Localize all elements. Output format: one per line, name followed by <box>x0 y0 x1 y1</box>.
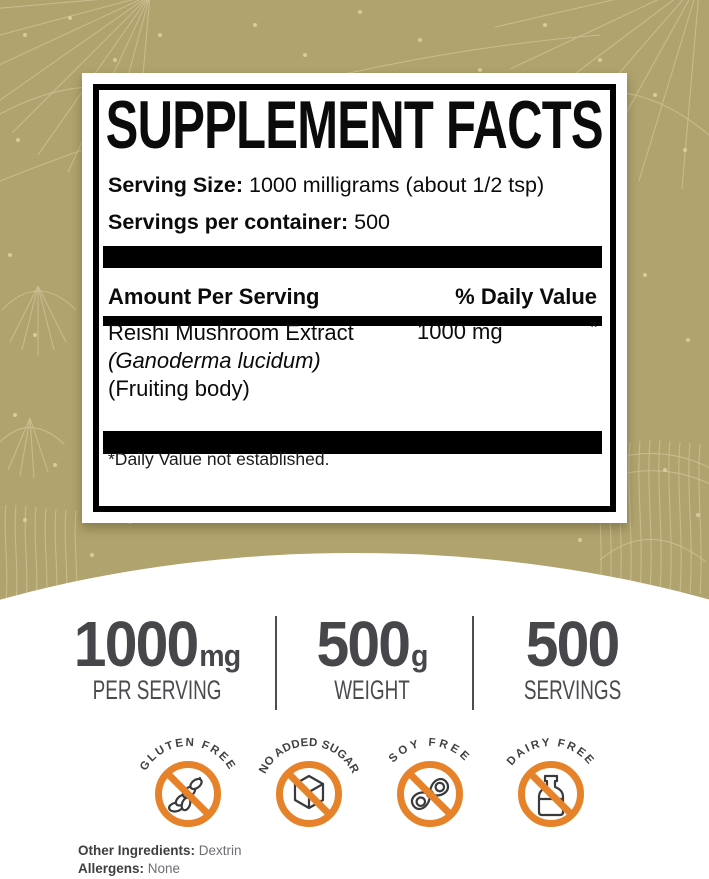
panel-title: SUPPLEMENT FACTS <box>105 87 604 163</box>
ingredient-part: (Fruiting body) <box>108 376 250 401</box>
stat-label: SERVINGS <box>524 675 622 705</box>
badge-arc-label: SOY FREE <box>386 736 474 766</box>
stat-label: WEIGHT <box>334 675 410 705</box>
svg-text:NO ADDED SUGAR <box>257 737 361 776</box>
servings-value: 500 <box>348 210 391 234</box>
badge-arc-label: DAIRY FREE <box>504 736 598 768</box>
stat-weight <box>262 608 482 705</box>
supplement-facts-panel <box>82 73 627 523</box>
stat-servings <box>463 608 683 705</box>
allergens-row <box>78 860 242 878</box>
badge-gluten-free <box>130 728 246 848</box>
servings-per-container-row <box>108 209 601 235</box>
badge-arc-label: NO ADDED SUGAR <box>257 736 361 776</box>
serving-size-label: Serving Size: <box>108 173 244 197</box>
badge-arc-label: GLUTEN FREE <box>137 736 239 773</box>
stat-value: 1000 <box>73 608 198 680</box>
allergens-value: None <box>144 861 181 876</box>
allergens-label: Allergens: <box>78 861 145 876</box>
svg-text:SOY FREE <box>387 737 473 765</box>
footer-notes <box>78 842 242 878</box>
divider-bar-thick <box>103 246 602 268</box>
ingredient-name: Reishi Mushroom Extract <box>108 320 354 345</box>
stat-unit: mg <box>199 638 241 673</box>
other-ingredients-label: Other Ingredients: <box>78 843 196 858</box>
daily-value-header: % Daily Value <box>455 284 597 309</box>
ingredient-daily-value: * <box>589 316 598 339</box>
column-header-row <box>108 284 597 310</box>
stat-value: 500 <box>525 608 619 680</box>
other-ingredients-value: Dextrin <box>195 843 242 858</box>
other-ingredients-row <box>78 842 242 860</box>
ingredient-row <box>108 319 354 403</box>
badge-dairy-free <box>493 728 609 848</box>
servings-label: Servings per container: <box>108 210 349 234</box>
serving-size-value: 1000 milligrams (about 1/2 tsp) <box>243 173 545 197</box>
footnote: *Daily Value not established. <box>108 449 330 469</box>
stat-unit: g <box>411 638 428 673</box>
amount-per-serving-header: Amount Per Serving <box>108 284 320 309</box>
panel-border <box>93 84 616 512</box>
serving-size-row <box>108 172 601 198</box>
ingredient-amount: 1000 mg <box>417 319 503 344</box>
stat-value: 500 <box>316 608 410 680</box>
badge-no-added-sugar <box>251 728 367 848</box>
stat-label: PER SERVING <box>92 675 222 705</box>
stat-per-serving <box>47 608 267 705</box>
ingredient-latin-name: (Ganoderma lucidum) <box>108 348 321 373</box>
badge-soy-free <box>372 728 488 848</box>
